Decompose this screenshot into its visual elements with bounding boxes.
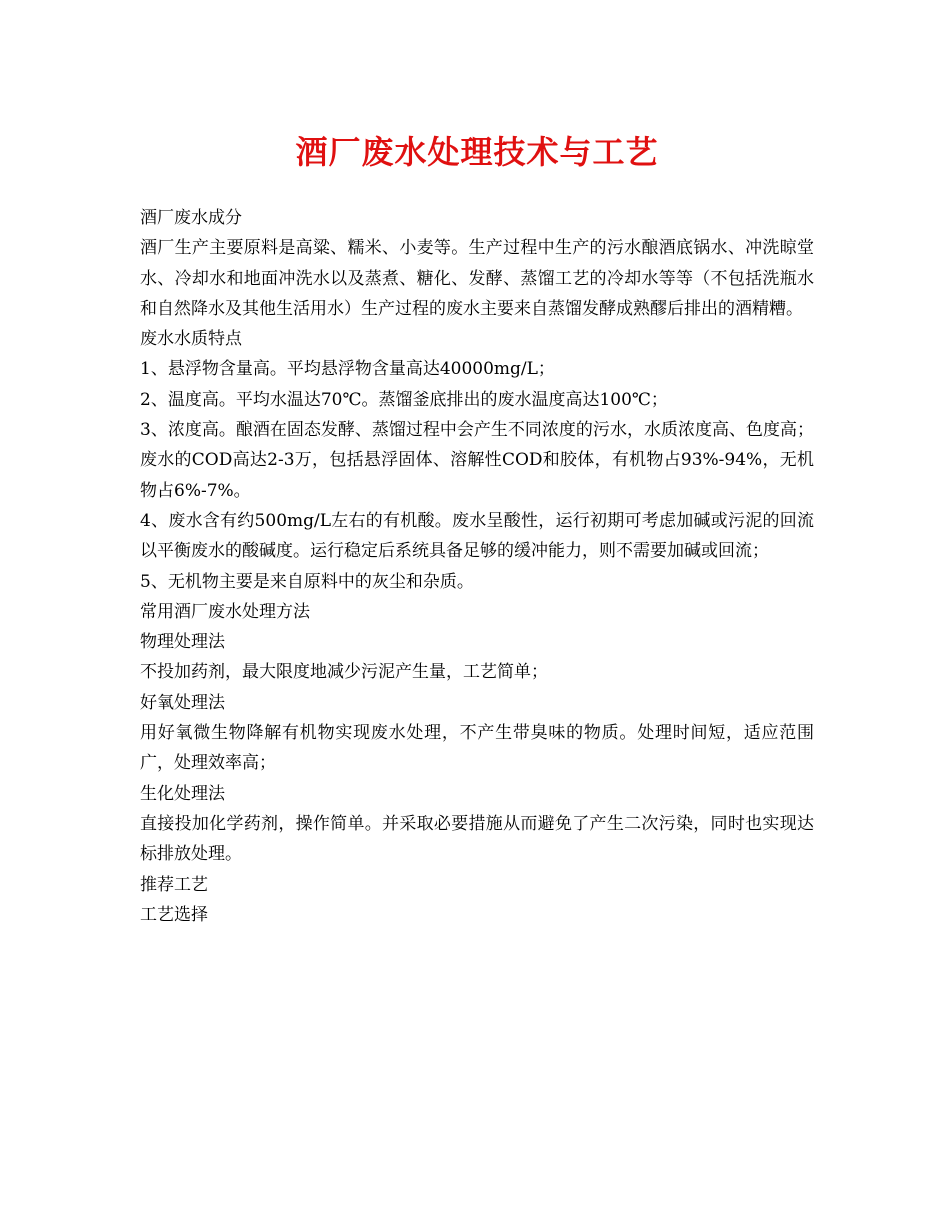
paragraph-composition-text: 酒厂生产主要原料是高粱、糯米、小麦等。生产过程中生产的污水酿酒底锅水、冲洗晾堂水、冷却水和地面冲洗水以及蒸煮、糖化、发酵、蒸馏工艺的冷却水等等（不包括洗瓶水和自然降水及其他生活用水）生产过程的废水主要来自蒸馏发酵成熟醪后排出的酒精糟。 [140,238,814,319]
heading-biochemical-method: 生化处理法 [140,783,225,804]
list-item-2: 2、温度高。平均水温达70℃。蒸馏釜底排出的废水温度高达100℃； [140,389,668,410]
paragraph-aerobic-method: 用好氧微生物降解有机物实现废水处理，不产生带臭味的物质。处理时间短，适应范围广，处理效率高； [140,723,814,774]
paragraph-biochemical-method: 直接投加化学药剂，操作简单。并采取必要措施从而避免了产生二次污染，同时也实现达标排放处理。 [140,813,814,865]
heading-physical-method: 物理处理法 [140,632,225,653]
list-item-1: 1、悬浮物含量高。平均悬浮物含量高达40000mg/L； [140,359,555,380]
heading-recommended-process: 推荐工艺 [140,874,208,895]
list-item-4: 4、废水含有约500mg/L左右的有机酸。废水呈酸性，运行初期可考虑加碱或污泥的回流以平衡废水的酸碱度。运行稳定后系统具备足够的缓冲能力，则不需要加碱或回流； [140,510,814,562]
list-item-3: 3、浓度高。酿酒在固态发酵、蒸馏过程中会产生不同浓度的污水，水质浓度高、色度高；废水的COD高达2-3万，包括悬浮固体、溶解性COD和胶体，有机物占93%-94%，无机物占6%-7%。 [140,420,814,501]
heading-water-quality: 废水水质特点 [140,329,242,350]
list-item-5: 5、无机物主要是来自原料中的灰尘和杂质。 [140,571,474,592]
heading-treatment-methods: 常用酒厂废水处理方法 [140,601,310,622]
heading-wastewater-composition: 酒厂废水成分 [140,208,242,228]
paragraph-physical-method: 不投加药剂，最大限度地减少污泥产生量，工艺简单； [140,662,548,683]
heading-aerobic-method: 好氧处理法 [140,692,225,713]
document-title: 酒厂废水处理技术与工艺 [295,133,659,171]
document-body [140,203,814,930]
heading-process-selection: 工艺选择 [140,904,208,925]
